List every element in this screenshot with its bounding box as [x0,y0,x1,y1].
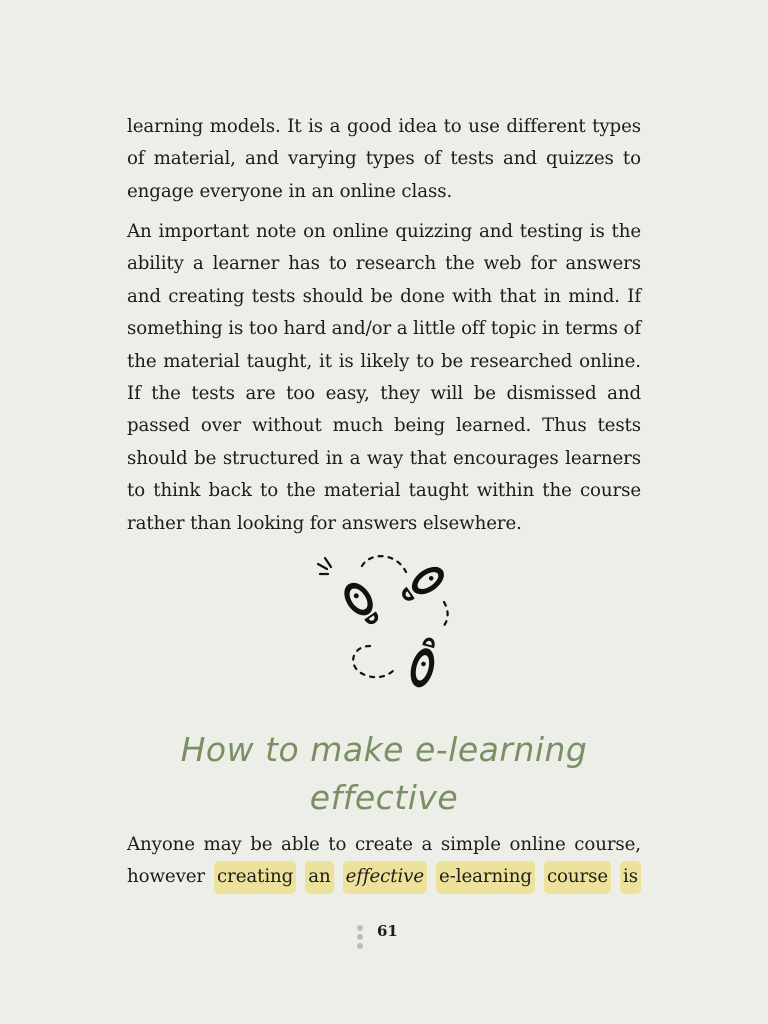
word: online [509,834,566,855]
word: create [354,834,413,855]
section-heading-line-2: effective [309,778,459,817]
emphasized-word: effective [345,866,425,888]
paragraph-3 [127,829,641,894]
word: a [421,834,433,855]
word: simple [440,834,501,855]
word: able [281,834,320,855]
word: may [203,834,242,855]
highlighted-word[interactable]: creating [214,861,296,893]
section-heading-line-1: How to make e-learning [180,730,588,769]
word: be [250,834,273,855]
footprints-icon [308,550,460,698]
highlighted-word[interactable]: is [620,861,641,893]
word: Anyone [127,834,195,855]
word: to [328,834,347,855]
paragraph-3-line-2 [127,861,641,893]
highlighted-word[interactable]: an [305,861,333,893]
paragraph-2-text: An important note on online quizzing and testing is the ability a learner has to research the web for answers and creating tests should be done with that in mind. If something is too hard and/or a little off topic in terms of the material taught, it is likely to be researched online. If the tests are too easy, they will be dismissed and passed over without much being learned. Thus tests should be structured in a way that encourages learners to think back to the material taught within the course rather than looking for answers elsewhere. [127,221,641,534]
paragraph-1 [127,111,641,208]
word: however [127,866,206,888]
section-heading [127,726,641,822]
highlighted-word[interactable] [343,861,427,893]
highlighted-word[interactable]: e-learning [436,861,535,893]
page-number: 61 [377,922,398,940]
paragraph-2 [127,216,641,540]
paragraph-3-line-1 [127,829,641,861]
paragraph-1-text: learning models. It is a good idea to use different types of material, and varying types of tests and quizzes to engage everyone in an online class. [127,116,641,202]
highlighted-word[interactable]: course [544,861,611,893]
dots-icon [357,925,363,952]
page-footer [0,918,768,958]
word: course, [574,834,641,855]
